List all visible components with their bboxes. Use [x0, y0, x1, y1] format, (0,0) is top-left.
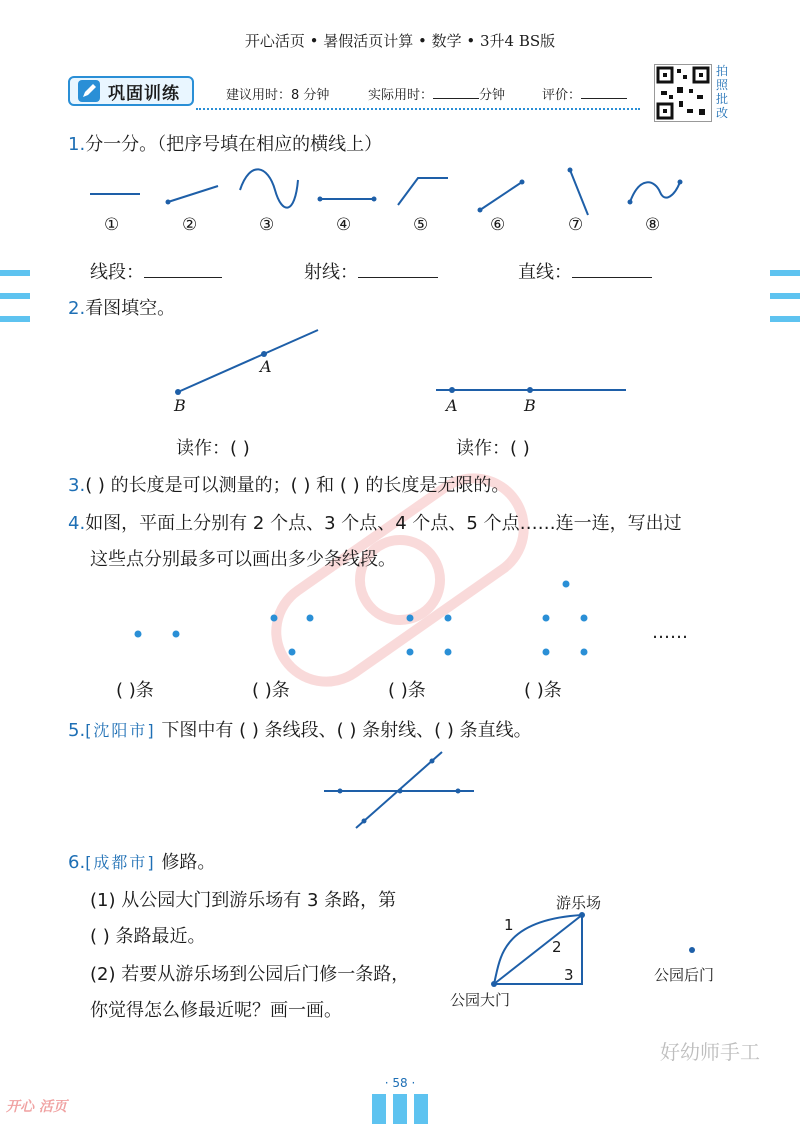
q6-sub2-line1: (2) 若要从游乐场到公园后门修一条路， — [90, 964, 410, 985]
footer-bar — [393, 1094, 407, 1124]
page-number: · 58 · — [384, 1076, 416, 1090]
q4-answer-4[interactable]: ( )条 — [524, 680, 562, 701]
q1-label-7: ⑦ — [568, 215, 584, 235]
q4-number: 4. — [68, 513, 86, 534]
q6-back-gate-point — [689, 947, 695, 953]
q5-region-tag: [沈阳市] — [85, 721, 156, 740]
section-badge-label: 巩固训练 — [108, 83, 180, 104]
qr-side-char: 照 — [715, 78, 728, 92]
q5-text[interactable]: 下图中有 ( ) 条线段、( ) 条射线、( ) 条直线。 — [161, 720, 532, 741]
footer-bar — [372, 1094, 386, 1124]
q1-label-3: ③ — [259, 215, 275, 235]
suggested-time: 建议用时：8 分钟 — [226, 88, 330, 103]
actual-time-unit: 分钟 — [479, 88, 506, 103]
q6-path-label-1: 1 — [504, 916, 514, 934]
q6-number: 6. — [68, 852, 86, 873]
q6-sub1-line1: (1) 从公园大门到游乐场有 3 条路，第 — [90, 890, 397, 911]
footer-bar — [414, 1094, 428, 1124]
actual-time-label: 实际用时： — [368, 88, 434, 103]
q1-text: 分一分。（把序号填在相应的横线上） — [85, 134, 383, 155]
q4-answer-2[interactable]: ( )条 — [252, 680, 290, 701]
q6-park-gate-label: 公园大门 — [450, 991, 511, 1009]
q1-label-4: ④ — [336, 215, 352, 235]
q1-label-6: ⑥ — [490, 215, 506, 235]
q2-read-as-1[interactable]: 读作：( ) — [176, 438, 250, 459]
q1-label-1: ① — [104, 215, 120, 235]
q1-line-label: 直线： — [518, 262, 572, 283]
q6-text: 修路。 — [161, 852, 216, 873]
q6-playground-label: 游乐场 — [556, 894, 602, 912]
q2-number: 2. — [68, 298, 86, 319]
q1-label-8: ⑧ — [645, 215, 661, 235]
q3-text[interactable]: ( ) 的长度是可以测量的；( ) 和 ( ) 的长度是无限的。 — [85, 475, 510, 496]
q2-fig1-label-b: B — [174, 396, 186, 415]
q4-prompt-line2: 这些点分别最多可以画出多少条线段。 — [90, 549, 396, 570]
qr-side-char: 改 — [715, 106, 728, 120]
q6-path-label-2: 2 — [552, 938, 562, 956]
q6-back-gate-label: 公园后门 — [654, 966, 715, 984]
page-header-title: 开心活页 • 暑假活页计算 • 数学 • 3升4 BS版 — [244, 32, 556, 50]
q4-ellipsis: …… — [652, 622, 688, 643]
q6-sub1-line2[interactable]: ( ) 条路最近。 — [90, 926, 206, 947]
qr-side-char: 批 — [715, 92, 728, 106]
q1-segment-label: 线段： — [90, 262, 144, 283]
q2-text: 看图填空。 — [85, 298, 176, 319]
q6-region-tag: [成都市] — [85, 853, 156, 872]
rating-label: 评价： — [542, 88, 582, 103]
q1-label-2: ② — [182, 215, 198, 235]
q1-number: 1. — [68, 134, 86, 155]
q4-answer-1[interactable]: ( )条 — [116, 680, 154, 701]
q6-sub2-line2: 你觉得怎么修最近呢？画一画。 — [90, 1000, 342, 1021]
q1-ray-label: 射线： — [304, 262, 358, 283]
q2-read-as-2[interactable]: 读作：( ) — [456, 438, 530, 459]
q4-text-line1: 如图，平面上分别有 2 个点、3 个点、4 个点、5 个点……连一连，写出过 — [85, 513, 682, 534]
q6-path-label-3: 3 — [564, 966, 574, 984]
footer-logo: 开心 活页 — [6, 1099, 67, 1115]
q3-number: 3. — [68, 475, 86, 496]
q2-fig2-label-b: B — [524, 396, 536, 415]
q2-fig1-label-a: A — [260, 357, 272, 376]
q6-park-gate-point — [491, 981, 497, 987]
qr-side-char: 拍 — [715, 64, 728, 78]
q1-label-5: ⑤ — [413, 215, 429, 235]
watermark-text: 好幼师手工 — [660, 1040, 760, 1064]
q4-answer-3[interactable]: ( )条 — [388, 680, 426, 701]
q5-number: 5. — [68, 720, 86, 741]
q2-fig2-label-a: A — [446, 396, 458, 415]
